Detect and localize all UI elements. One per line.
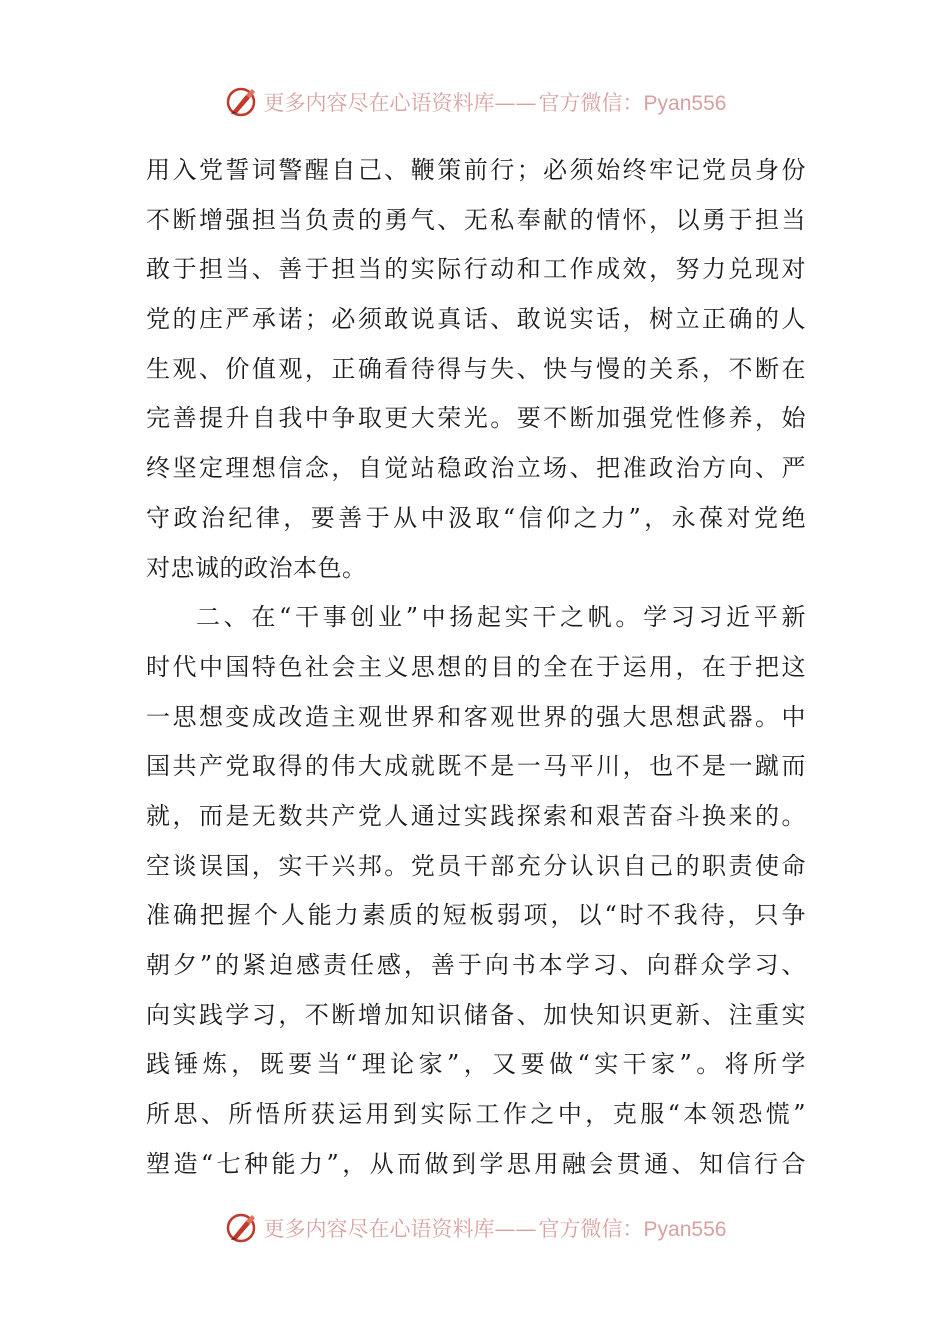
document-body [146,146,806,1189]
pen-logo-icon [224,1210,260,1246]
text-line: 党的庄严承诺；必须敢说真话、敢说实话，树立正确的人 [146,305,806,334]
text-line: 终坚定理想信念，自觉站稳政治立场、把准政治方向、严 [146,454,806,483]
text-line: 生观、价值观，正确看待得与失、快与慢的关系，不断在 [146,354,806,383]
footer-banner [0,1208,950,1248]
section-heading-line: 二、在“干事创业”中扬起实干之帆。学习习近平新 [196,603,806,632]
text-line: 践锤炼，既要当“理论家”，又要做“实干家”。将所学 [146,1050,806,1079]
text-line: 就，而是无数共产党人通过实践探索和艰苦奋斗换来的。 [146,801,806,830]
text-line: 朝夕”的紧迫感责任感，善于向书本学习、向群众学习、 [146,951,806,979]
text-line: 国共产党取得的伟大成就既不是一马平川，也不是一蹴而 [146,752,806,781]
banner-slogan: 更多内容尽在心语资料库—— [263,1217,537,1241]
text-line: 准确把握个人能力素质的短板弱项，以“时不我待，只争 [146,901,806,930]
text-line: 向实践学习，不断增加知识储备、加快知识更新、注重实 [146,1000,806,1029]
banner-wechat: 官方微信：Pyan556 [538,92,727,115]
text-line: 塑造“七种能力”，从而做到学思用融会贯通、知信行合 [146,1149,806,1178]
text-line: 不断增强担当负责的勇气、无私奉献的情怀，以勇于担当 [146,205,806,234]
text-line: 所思、所悟所获运用到实际工作之中，克服“本领恐慌” [146,1100,806,1129]
text-line: 守政治纪律，要善于从中汲取“信仰之力”，永葆对党绝 [146,503,806,532]
text-line: 完善提升自我中争取更大荣光。要不断加强党性修养，始 [146,404,806,433]
text-line: 用入党誓词警醒自己、鞭策前行；必须始终牢记党员身份 [146,156,806,184]
text-line: 对忠诚的政治本色。 [146,553,367,582]
text-line: 时代中国特色社会主义思想的目的全在于运用，在于把这 [146,652,806,681]
banner-slogan: 更多内容尽在心语资料库—— [263,91,537,115]
text-line: 敢于担当、善于担当的实际行动和工作成效，努力兑现对 [146,255,806,284]
text-line: 空谈误国，实干兴邦。党员干部充分认识自己的职责使命 [146,851,806,880]
header-banner [0,82,950,122]
text-line: 一思想变成改造主观世界和客观世界的强大思想武器。中 [146,702,806,731]
pen-logo-icon [224,84,260,120]
banner-wechat: 官方微信：Pyan556 [538,1218,727,1241]
